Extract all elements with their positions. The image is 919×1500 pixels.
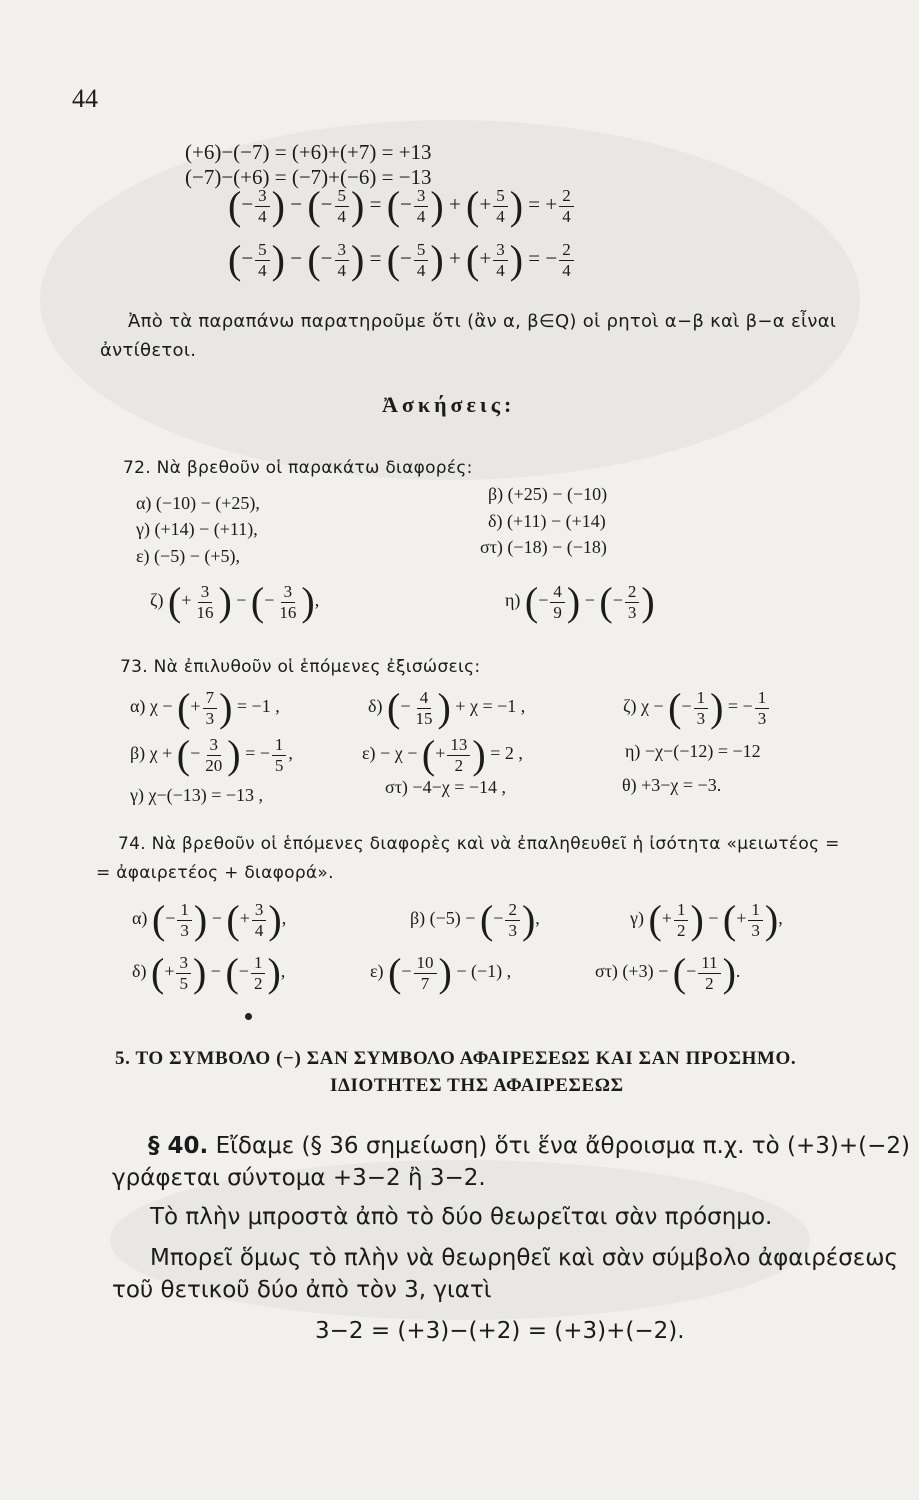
paragraph-line: τοῦ θετικοῦ δύο ἀπὸ τὸν 3, γιατὶ: [112, 1277, 492, 1303]
section-subheading: ΙΔΙΟΤΗΤΕΣ ΤΗΣ ΑΦΑΙΡΕΣΕΩΣ: [330, 1075, 624, 1096]
exercise-item: δ) (+ $\frac{3}{5}$ ) − (− $\frac{1}{2}$ ),: [132, 950, 286, 996]
fraction-equation: (− $\frac{5}{4}$ ) − (− $\frac{3}{4}$ ) = (− $\frac{5}{4}$ ) + (+ $\frac{3}{4}$ ) = − $\frac{2}{4}$: [228, 240, 576, 280]
equation-item: ε) − χ − (+ $\frac{13}{2}$ ) = 2 ,: [362, 732, 523, 778]
denominator: 3: [180, 920, 189, 940]
numerator: 3: [207, 735, 222, 756]
exercises-heading: Ἀσκήσεις:: [382, 392, 516, 417]
denominator: 3: [627, 602, 637, 622]
numerator: 2: [559, 240, 574, 261]
denominator: 3: [205, 708, 215, 728]
item-label: γ): [630, 908, 644, 929]
exercise-item: β) (−5) − (− $\frac{2}{3}$ ),: [410, 897, 540, 943]
equation-item: γ) χ−(−13) = −13 ,: [130, 785, 264, 805]
numerator: 4: [550, 582, 565, 603]
equation-rhs: + χ = −1 ,: [455, 696, 526, 717]
denominator: 3: [696, 708, 706, 728]
numerator: 1: [694, 688, 709, 709]
exercise-item: ε) (−5) − (+5),: [136, 546, 240, 566]
denominator: 4: [258, 206, 267, 226]
denominator: 9: [553, 602, 562, 622]
equation-line: (+6)−(−7) = (+6)+(+7) = +13: [185, 140, 432, 164]
numerator: 3: [335, 240, 350, 261]
denominator: 4: [254, 920, 264, 940]
numerator: 1: [748, 900, 763, 921]
item-label: α): [132, 908, 148, 929]
numerator: 5: [414, 240, 429, 261]
ink-dot: [245, 1013, 252, 1020]
exercise-item: α) (− $\frac{1}{3}$ ) − (+ $\frac{3}{4}$ ),: [132, 897, 287, 943]
denominator: 5: [274, 755, 284, 775]
item-label: ζ): [150, 590, 164, 611]
denominator: 2: [705, 973, 714, 993]
numerator: 11: [698, 953, 720, 974]
observation-text: ἀντίθετοι.: [100, 340, 197, 361]
denominator: 2: [676, 920, 686, 940]
fraction-equation: (− $\frac{3}{4}$ ) − (− $\frac{5}{4}$ ) = (− $\frac{3}{4}$ ) + (+ $\frac{5}{4}$ ) = + $\frac{2}{4}$: [228, 186, 576, 226]
equation-item: στ) −4−χ = −14 ,: [385, 777, 507, 797]
numerator: 1: [674, 900, 689, 921]
numerator: 13: [447, 735, 470, 756]
item-label: ε) − χ −: [362, 743, 418, 764]
numerator: 5: [493, 186, 508, 207]
numerator: 5: [335, 186, 350, 207]
exercise-item-h: η) (− $\frac{4}{9}$ ) − (− $\frac{2}{3}$ ): [505, 579, 655, 625]
numerator: 3: [255, 186, 270, 207]
item-label: η): [505, 590, 521, 611]
numerator: 4: [417, 688, 432, 709]
exercise-74-label: 74. Νὰ βρεθοῦν οἱ ἑπόμενες διαφορὲς καὶ νὰ ἐπαληθευθεῖ ἡ ἰσότητα «μειωτέος =: [118, 834, 840, 854]
numerator: 3: [176, 953, 191, 974]
denominator: 3: [751, 920, 760, 940]
denominator: 2: [454, 755, 464, 775]
denominator: 20: [205, 755, 223, 775]
denominator: 4: [337, 260, 347, 280]
exercise-item: δ) (+11) − (+14): [488, 511, 606, 531]
denominator: 4: [562, 206, 571, 226]
denominator: 4: [416, 206, 426, 226]
paragraph-number: § 40.: [148, 1133, 209, 1159]
denominator: 4: [337, 206, 347, 226]
equation-item: η) −χ−(−12) = −12: [625, 741, 761, 761]
numerator: 5: [255, 240, 270, 261]
numerator: 2: [625, 582, 640, 603]
numerator: 1: [272, 735, 287, 756]
denominator: 16: [196, 602, 214, 622]
equation-item: ζ) χ − (− $\frac{1}{3}$ ) = − $\frac{1}{3}$: [623, 688, 771, 728]
exercise-72-label: 72. Νὰ βρεθοῦν οἱ παρακάτω διαφορές:: [123, 458, 473, 478]
item-label: ζ) χ −: [623, 696, 664, 717]
item-label: στ) (+3) −: [595, 961, 669, 982]
denominator: 3: [508, 920, 517, 940]
bleed-through-shadow: [40, 120, 860, 480]
page-number: 44: [72, 84, 98, 113]
paragraph-line: Μπορεῖ ὅμως τὸ πλὴν νὰ θεωρηθεῖ καὶ σὰν σύμβολο ἀφαιρέσεως: [150, 1245, 898, 1271]
item-label: α) χ −: [130, 696, 173, 717]
section-heading: 5. ΤΟ ΣΥΜΒΟΛΟ (−) ΣΑΝ ΣΥΜΒΟΛΟ ΑΦΑΙΡΕΣΕΩΣ ΚΑΙ ΣΑΝ ΠΡΟΣΗΜΟ.: [115, 1048, 797, 1069]
denominator: 4: [496, 260, 505, 280]
equation-rhs: = 2 ,: [490, 743, 523, 764]
item-label: β) χ +: [130, 743, 173, 764]
denominator: 3: [757, 708, 767, 728]
numerator: 1: [177, 900, 192, 921]
exercise-item: α) (−10) − (+25),: [136, 493, 260, 513]
paragraph-line: Τὸ πλὴν μπροστὰ ἀπὸ τὸ δύο θεωρεῖται σὰν πρόσημο.: [150, 1204, 773, 1230]
equation-item: α) χ − (+ $\frac{7}{3}$ ) = −1 ,: [130, 685, 280, 731]
exercise-74-label: = ἀφαιρετέος + διαφορά».: [96, 863, 334, 883]
numerator: 3: [252, 900, 267, 921]
numerator: 1: [251, 953, 266, 974]
numerator: 2: [505, 900, 520, 921]
exercise-item: β) (+25) − (−10): [488, 484, 608, 504]
exercise-item: στ) (−18) − (−18): [480, 537, 607, 557]
denominator: 4: [562, 260, 571, 280]
equation-item: θ) +3−χ = −3.: [622, 775, 722, 795]
display-equation: 3−2 = (+3)−(+2) = (+3)+(−2).: [315, 1318, 685, 1344]
exercise-item-z: ζ) (+ $\frac{3}{16}$ ) − (− $\frac{3}{16}$ ),: [150, 579, 320, 625]
numerator: 3: [281, 582, 296, 603]
numerator: 3: [414, 186, 429, 207]
numerator: 10: [414, 953, 437, 974]
item-label: β) (−5) −: [410, 908, 476, 929]
observation-text: Ἀπὸ τὰ παραπάνω παρατηροῦμε ὅτι (ἂν α, β∈Q) οἱ ρητοὶ α−β καὶ β−α εἶναι: [128, 311, 837, 332]
denominator: 7: [420, 973, 430, 993]
numerator: 3: [198, 582, 213, 603]
item-label: ε): [370, 961, 384, 982]
item-label: δ): [368, 696, 383, 717]
equation-item: β) χ + (− $\frac{3}{20}$ ) = − $\frac{1}{5}$ ,: [130, 732, 293, 778]
equation-item: δ) (− $\frac{4}{15}$ ) + χ = −1 ,: [368, 685, 526, 731]
exercise-73-label: 73. Νὰ ἐπιλυθοῦν οἱ ἑπόμενες ἐξισώσεις:: [120, 657, 481, 677]
equation-rhs: = −1 ,: [236, 696, 280, 717]
exercise-item: ε) (− $\frac{10}{7}$ ) − (−1) ,: [370, 950, 512, 996]
paragraph-line: [148, 1133, 910, 1159]
paragraph-line: γράφεται σύντομα +3−2 ἢ 3−2.: [112, 1165, 486, 1191]
exercise-item: στ) (+3) − (− $\frac{11}{2}$ ).: [595, 950, 741, 996]
exercise-item: γ) (+ $\frac{1}{2}$ ) − (+ $\frac{1}{3}$ ),: [630, 897, 783, 943]
numerator: 1: [755, 688, 770, 709]
denominator: 5: [179, 973, 188, 993]
denominator: 16: [279, 602, 297, 622]
denominator: 4: [496, 206, 505, 226]
numerator: 2: [559, 186, 574, 207]
numerator: 3: [493, 240, 508, 261]
item-rest: − (−1) ,: [456, 961, 512, 982]
denominator: 15: [415, 708, 433, 728]
equation-line: (−7)−(+6) = (−7)+(−6) = −13: [185, 165, 432, 189]
item-label: δ): [132, 961, 147, 982]
denominator: 4: [258, 260, 267, 280]
denominator: 4: [416, 260, 426, 280]
numerator: 7: [203, 688, 218, 709]
paragraph-text: Εἴδαμε (§ 36 σημείωση) ὅτι ἕνα ἄθροισμα π.χ. τὸ (+3)+(−2): [215, 1133, 910, 1159]
exercise-item: γ) (+14) − (+11),: [136, 519, 258, 539]
denominator: 2: [253, 973, 263, 993]
